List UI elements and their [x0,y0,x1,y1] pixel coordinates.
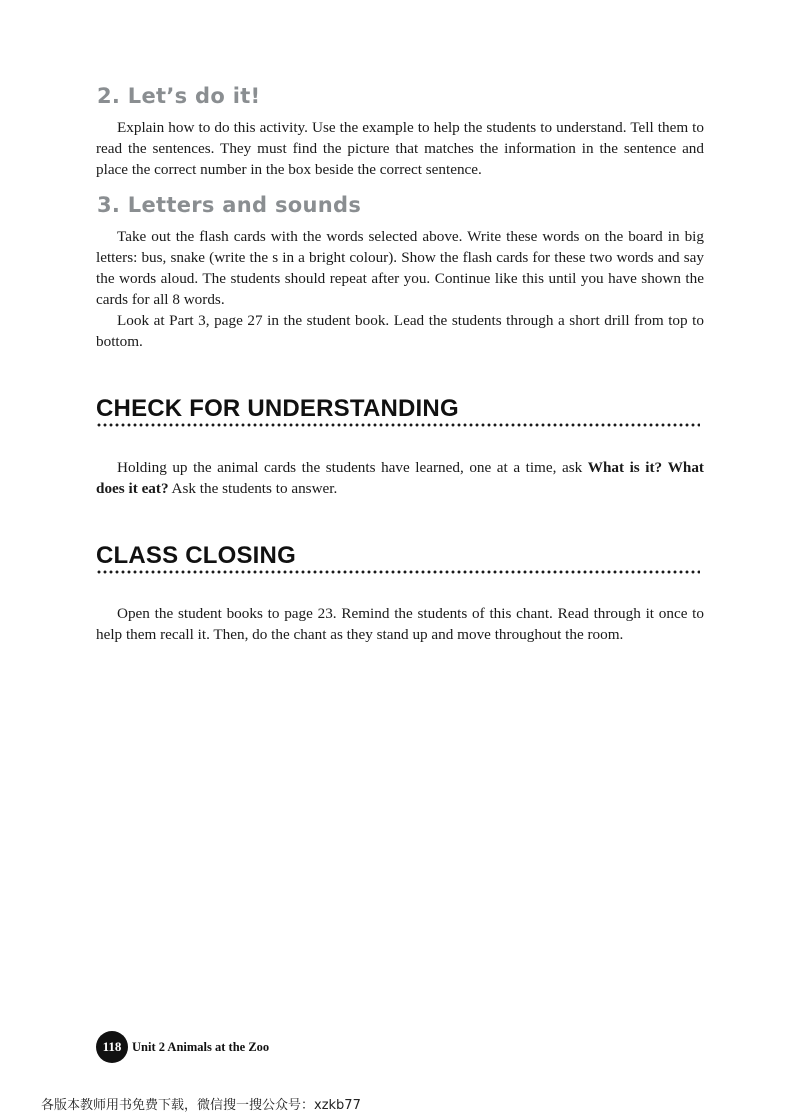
section-heading-letters-and-sounds: 3. Letters and sounds [97,193,362,217]
check-question-2: What does it eat? [96,459,704,497]
class-closing-banner [96,543,700,575]
check-for-understanding-banner [96,396,700,428]
page-footer [96,1031,269,1063]
watermark-text: 各版本教师用书免费下载，微信搜一搜公众号：xzkb77 [41,1098,361,1113]
check-text-before: Holding up the animal cards the students have learned, one at a time, ask [117,459,588,476]
section-heading-lets-do-it: 2. Let’s do it! [97,84,261,108]
section-2-paragraph: Explain how to do this activity. Use the example to help the students to understand. Tell them to read the sentences. They must find the picture that matches the information in the sentence and place the correct number in the box beside the correct sentence. [96,119,704,178]
dotted-rule [96,423,700,427]
check-text-after: Ask the students to answer. [168,480,338,497]
check-for-understanding-title: CHECK FOR UNDERSTANDING [96,395,459,422]
section-3-paragraph-1: Take out the flash cards with the words selected above. Write these words on the board in big letters: bus, snake (write the s in a bright colour). Show the flash cards for these two words and say the words aloud. The students should repeat after you. Continue like this until you have shown the cards for all 8 words. [96,228,704,308]
unit-label: Unit 2 Animals at the Zoo [132,1039,270,1054]
class-closing-paragraph: Open the student books to page 23. Remind the students of this chant. Read through it once to help them recall it. Then, do the chant as they stand up and move throughout the room. [96,605,704,643]
section-3-paragraph-2: Look at Part 3, page 27 in the student book. Lead the students through a short drill from top to bottom. [96,312,704,350]
class-closing-title: CLASS CLOSING [96,542,296,569]
dotted-rule [96,570,700,574]
check-for-understanding-paragraph [96,457,704,499]
check-question-1: What is it? [587,459,663,476]
page-number-badge: 118 [96,1031,128,1063]
